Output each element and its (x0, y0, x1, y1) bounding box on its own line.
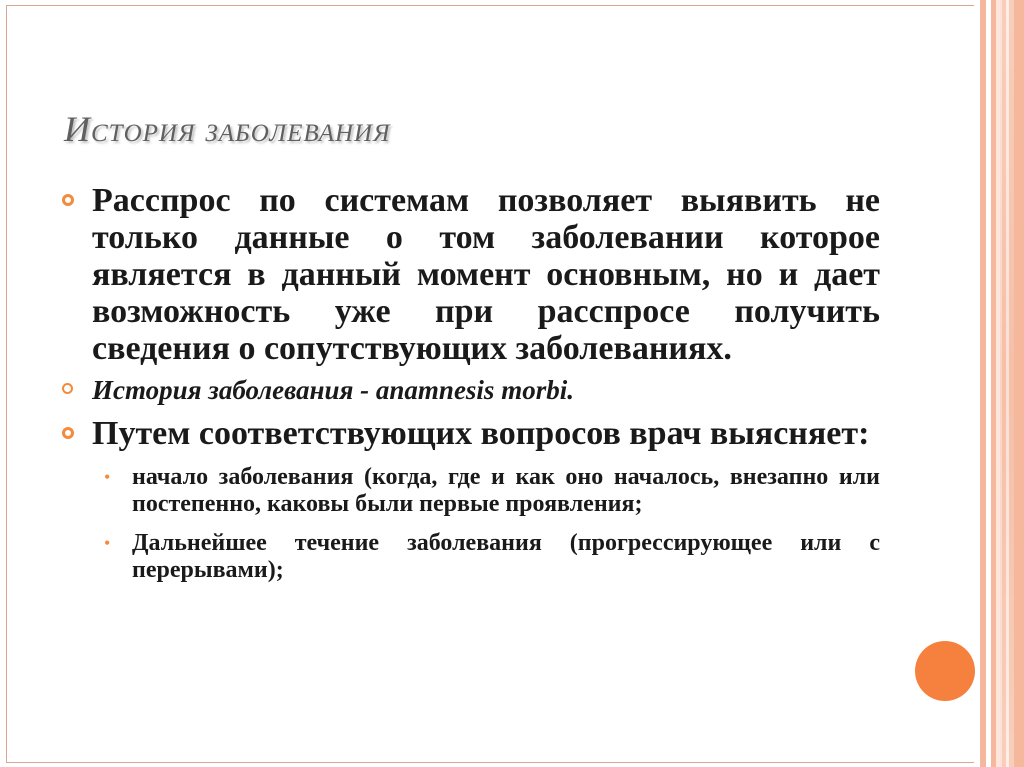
bullet-text: Расспрос по системам позволяет выявить не только данные о том заболевании которое является в данный момент основным, но и дает возможность уже при расспросе получить сведения о сопутствующих заболеваниях. (92, 182, 880, 367)
frame-top-line (6, 5, 974, 6)
bullet-item (60, 182, 880, 367)
slide-content (60, 182, 880, 584)
circle-bullet-icon (62, 194, 74, 206)
dot-bullet-icon: • (104, 533, 111, 553)
sub-bullet-item (60, 464, 880, 518)
bullet-text: История заболевания - anamnesis morbi. (92, 375, 574, 405)
dot-bullet-icon: • (104, 467, 111, 487)
frame-bottom-line (6, 762, 974, 763)
bullet-text: Путем соответствующих вопросов врач выясняет: (92, 415, 870, 452)
bullet-item (60, 375, 880, 405)
circle-bullet-icon (62, 427, 74, 439)
sub-bullet-text: Дальнейшее течение заболевания (прогрессирующее или с перерывами); (132, 530, 880, 583)
sub-bullet-text: начало заболевания (когда, где и как оно началось, внезапно или постепенно, каковы были первые проявления; (132, 464, 880, 517)
frame-left-line (6, 5, 7, 763)
decorative-circle (915, 641, 975, 701)
sub-bullet-item (60, 530, 880, 584)
decorative-stripe-shade (1000, 0, 1014, 767)
slide-title: История заболевания (64, 109, 391, 149)
bullet-item (60, 415, 880, 452)
circle-bullet-icon (62, 383, 73, 394)
